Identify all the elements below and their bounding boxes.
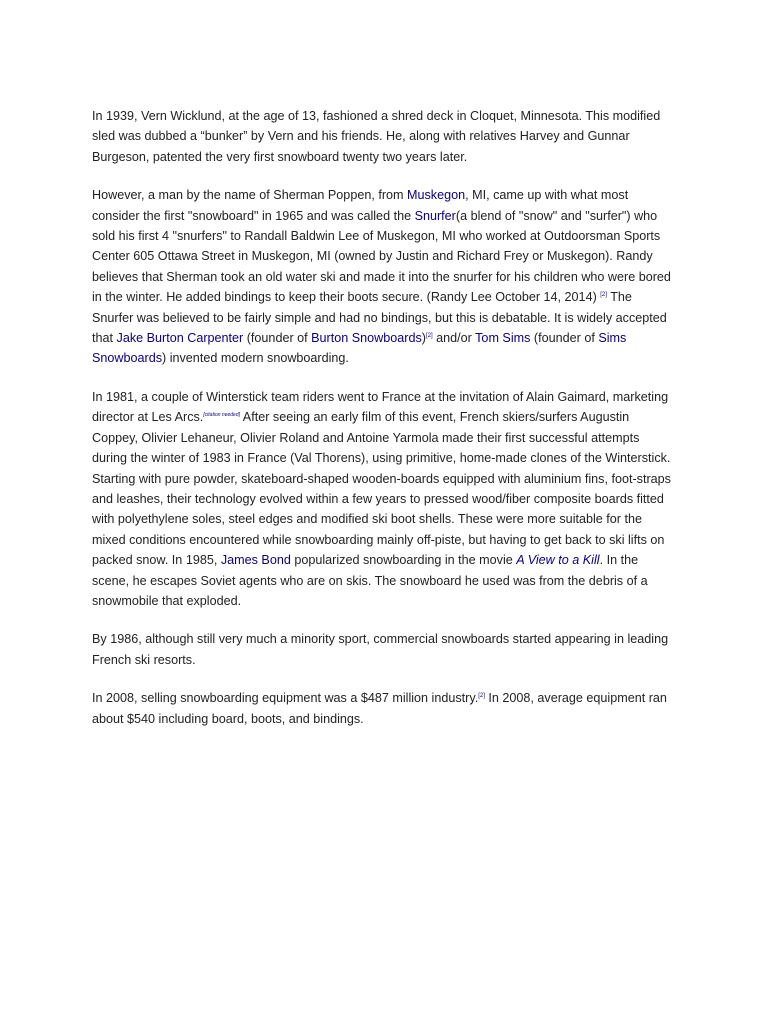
link-burton-snowboards[interactable]: Burton Snowboards xyxy=(311,331,422,346)
link-snurfer[interactable]: Snurfer xyxy=(414,208,456,223)
paragraph-text: (founder of xyxy=(243,331,312,346)
paragraph-text: By 1986, although still very much a minority sport, commercial snowboards started appearing in leading French ski resorts. xyxy=(92,632,669,667)
paragraph-text: In 1939, Vern Wicklund, at the age of 13, fashioned a shred deck in Cloquet, Minnesota. This modified sled was dubbed a “bunker” by Vern and his friends. He, along with relatives Harvey and Gunnar Burgeson, patented the very first snowboard twenty two years later. xyxy=(92,109,661,164)
paragraph-text: . In the scene, he escapes Soviet agents who are on skis. The snowboard he used was from the debris of a snowmobile that exploded. xyxy=(92,553,648,608)
paragraph-text: In 1981, a couple of Winterstick team riders went to France at the invitation of Alain Gaimard, marketing director at Les Arcs. xyxy=(92,389,669,425)
paragraph-5 xyxy=(92,688,672,729)
paragraph-4 xyxy=(92,629,672,670)
link-tom-sims[interactable]: Tom Sims xyxy=(475,331,531,346)
paragraph-text: In 2008, selling snowboarding equipment was a $487 million industry. xyxy=(92,691,479,706)
link-a-view-to-a-kill[interactable] xyxy=(516,553,599,567)
link-sims-snowboards[interactable]: Sims Snowboards xyxy=(92,331,627,366)
paragraph-text: ) invented modern snowboarding. xyxy=(162,351,349,366)
reference-link[interactable]: [2] xyxy=(425,333,433,340)
article-body xyxy=(92,106,672,747)
paragraph-3 xyxy=(92,387,672,611)
link-james-bond[interactable]: James Bond xyxy=(220,553,291,568)
paragraph-text: (a blend of "snow" and "surfer") who sold his first 4 "snurfers" to Randall Baldwin Lee of Muskegon, MI who worked at Outdoorsman Sports Center 605 Ottawa Street in Muskegon, MI (owned by Justin and Richard Frey or Muskegon). Randy believes that Sherman took an old water ski and made it into the snurfer for his children who were bored in the winter. He added bindings to keep their boots secure. (Randy Lee October 14, 2014) xyxy=(92,208,671,305)
paragraph-text: popularized snowboarding in the movie xyxy=(290,553,517,568)
paragraph-text: , MI, came up with what most consider the first "snowboard" in 1965 and was called the xyxy=(92,188,629,223)
citation-needed-link[interactable]: [citation needed] xyxy=(203,412,240,419)
paragraph-2 xyxy=(92,185,672,369)
paragraph-text: ) xyxy=(421,331,426,346)
paragraph-text: After seeing an early film of this event, French skiers/surfers Augustin Coppey, Olivier Lehaneur, Olivier Roland and Antoine Yarmola made their first successful attempts during the winter of 1983 in France (Val Thorens), using primitive, home-made clones of the Winterstick. Starting with pure powder, skateboard-shaped wooden-boards equipped with aluminium fins, foot-straps and leashes, their technology evolved within a few years to pressed wood/fiber composite boards fitted with polyethylene soles, steel edges and modified ski boot shells. These were more suitable for the mixed conditions encountered while snowboarding mainly off-piste, but having to get back to ski lifts on packed snow. In 1985, xyxy=(92,410,671,568)
paragraph-text: (founder of xyxy=(530,331,599,346)
paragraph-text: The Snurfer was believed to be fairly simple and had no bindings, but this is debatable. It is widely accepted that xyxy=(92,290,667,346)
paragraph-text: However, a man by the name of Sherman Poppen, from xyxy=(92,188,408,203)
link-jake-burton-carpenter[interactable]: Jake Burton Carpenter xyxy=(116,331,244,346)
link-muskegon[interactable]: Muskegon xyxy=(407,188,466,203)
paragraph-text: and/or xyxy=(432,331,476,346)
paragraph-text: In 2008, average equipment ran about $540 including board, boots, and bindings. xyxy=(92,691,667,726)
reference-link[interactable]: [2] xyxy=(600,292,607,299)
paragraph-1 xyxy=(92,106,672,167)
movie-title: A View to a Kill xyxy=(516,553,600,568)
reference-link[interactable]: [2] xyxy=(478,693,485,700)
